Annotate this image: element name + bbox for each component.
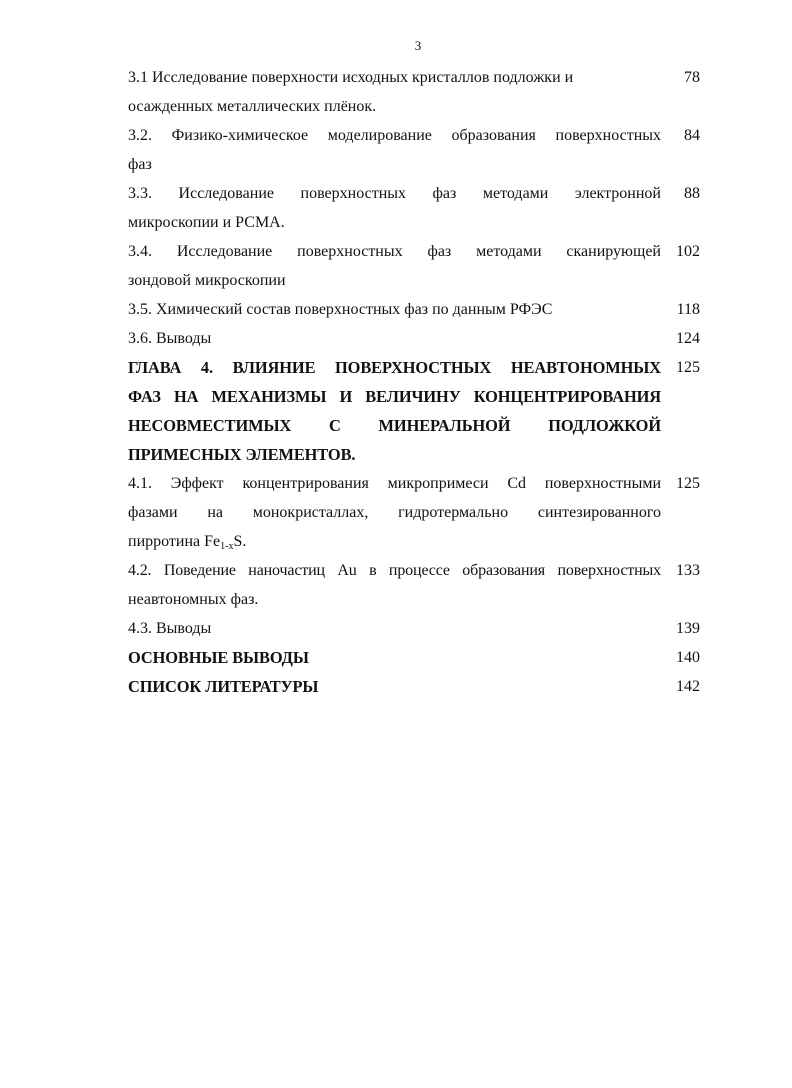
toc-entry-3-6 (128, 324, 700, 353)
toc-entry-4-2 (128, 556, 700, 614)
toc-entry-text: неавтономных фаз. (128, 591, 259, 608)
toc-entry-text: фаз (128, 156, 152, 173)
toc-entry-text: 3.5. Химический состав поверхностных фаз по данным РФЭС (128, 301, 553, 318)
formula-subscript: 1-x (220, 541, 234, 552)
toc-entry-3-4 (128, 237, 700, 295)
toc-entry-text: зондовой микроскопии (128, 272, 286, 289)
page-number: 3 (414, 38, 422, 53)
toc-references (128, 672, 700, 701)
toc-page-number: 78 (684, 69, 700, 86)
toc-entry-text: 4.1. Эффект концентрирования микропримеси Cd поверхностными (128, 475, 661, 492)
toc-entry-text-formula (128, 527, 661, 556)
toc-entry-text: 3.4. Исследование поверхностных фаз методами сканирующей (128, 243, 661, 260)
toc-page-number: 124 (676, 330, 700, 347)
toc-entry-text: 4.3. Выводы (128, 620, 212, 637)
toc-chapter-4 (128, 353, 700, 469)
toc-entry-text: 3.3. Исследование поверхностных фаз методами электронной (128, 185, 661, 202)
toc-page-number: 102 (676, 243, 700, 260)
toc-page-number: 139 (676, 620, 700, 637)
toc-page-number: 142 (676, 678, 700, 695)
toc-entry-3-5 (128, 295, 700, 324)
toc-entry-3-3 (128, 179, 700, 237)
toc-page-number: 118 (676, 301, 700, 318)
toc-entry-text: 4.2. Поведение наночастиц Au в процессе образования поверхностных (128, 562, 661, 579)
toc-conclusions (128, 643, 700, 672)
toc-chapter-text: ПРИМЕСНЫХ ЭЛЕМЕНТОВ. (128, 445, 356, 464)
toc-page-number: 125 (676, 475, 700, 492)
toc-page-number: 125 (676, 359, 700, 376)
toc-entry-text: фазами на монокристаллах, гидротермально синтезированного (128, 504, 661, 521)
toc-page-number: 133 (676, 562, 700, 579)
toc-entry-text: ОСНОВНЫЕ ВЫВОДЫ (128, 648, 309, 667)
toc-page-number: 84 (684, 127, 700, 144)
toc-entry-text: СПИСОК ЛИТЕРАТУРЫ (128, 677, 319, 696)
formula-text: пирротина Fe (128, 533, 221, 550)
toc-chapter-text: НЕСОВМЕСТИМЫХ С МИНЕРАЛЬНОЙ ПОДЛОЖКОЙ (128, 416, 661, 435)
table-of-contents (128, 63, 700, 701)
toc-entry-text: 3.6. Выводы (128, 330, 212, 347)
toc-entry-4-1 (128, 469, 700, 556)
toc-chapter-text: ФАЗ НА МЕХАНИЗМЫ И ВЕЛИЧИНУ КОНЦЕНТРИРОВАНИЯ (128, 387, 661, 406)
toc-entry-text: 3.1 Исследование поверхности исходных кристаллов подложки и (128, 69, 574, 86)
toc-page-number: 140 (676, 649, 700, 666)
toc-page-number: 88 (684, 185, 700, 202)
toc-entry-text: микроскопии и РСМА. (128, 214, 285, 231)
toc-chapter-text: ГЛАВА 4. ВЛИЯНИЕ ПОВЕРХНОСТНЫХ НЕАВТОНОМНЫХ (128, 358, 661, 377)
formula-text-end: S. (233, 533, 247, 550)
toc-entry-text: 3.2. Физико-химическое моделирование образования поверхностных (128, 127, 661, 144)
toc-entry-3-2 (128, 121, 700, 179)
toc-entry-4-3 (128, 614, 700, 643)
toc-entry-3-1 (128, 63, 700, 121)
toc-entry-text: осажденных металлических плёнок. (128, 98, 377, 115)
